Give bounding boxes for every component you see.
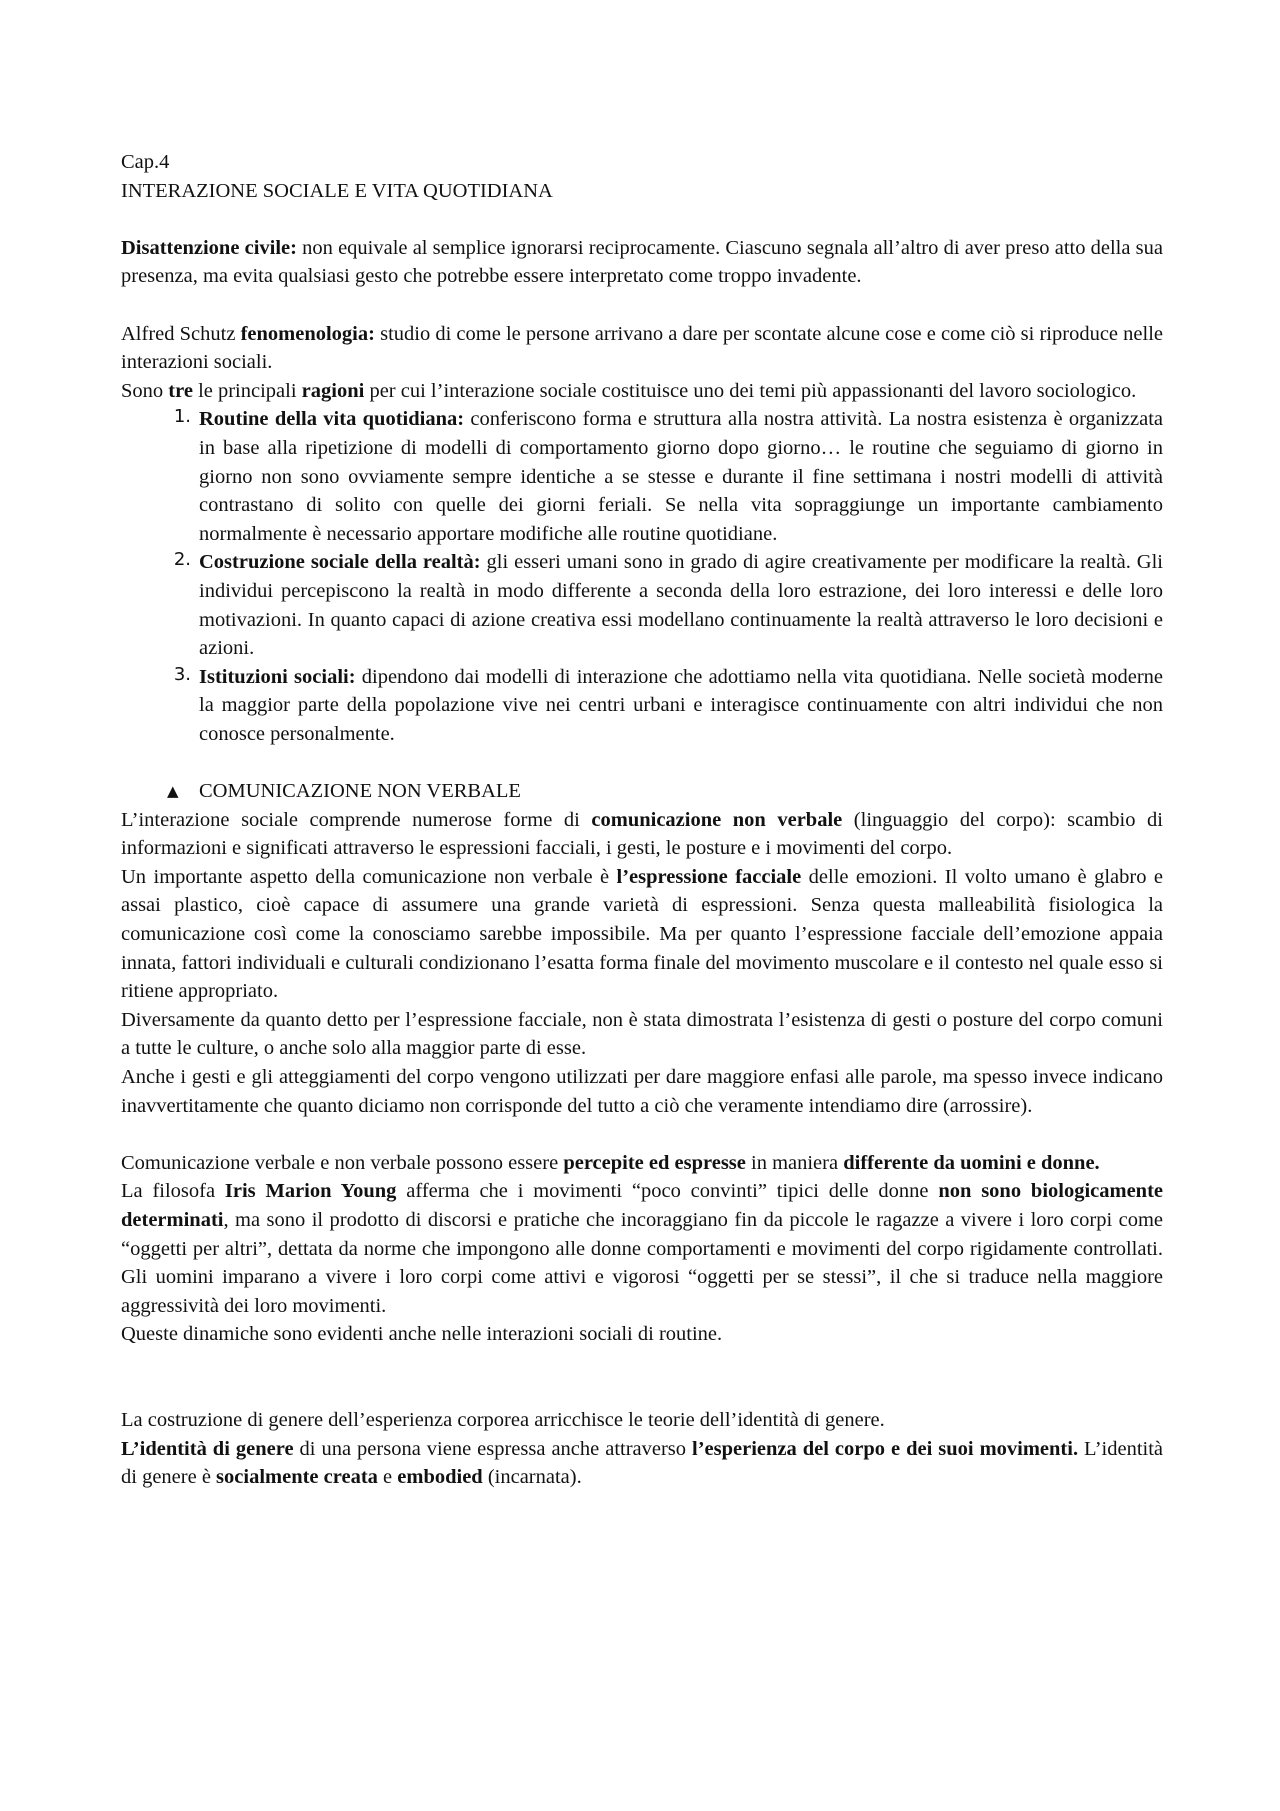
identita-bold-4: embodied [397, 1466, 483, 1489]
identita-bold-1: L’identità di genere [121, 1437, 294, 1460]
chapter-title: INTERAZIONE SOCIALE E VITA QUOTIDIANA [121, 179, 553, 202]
identita-text-1: di una persona viene espressa anche attraverso [293, 1437, 693, 1460]
chapter-label: Cap.4 [121, 151, 170, 173]
list-item [121, 663, 1163, 749]
genere-p1-bold-2: differente da uomini e donne. [843, 1151, 1100, 1174]
cnv-p1-text-2: (linguaggio del corpo): scambio di informazioni e significati attraverso le espressioni facciali, i gesti, le posture e i movimenti del corpo. [121, 808, 1163, 860]
paragraph-cnv-2 [121, 863, 1163, 1006]
genere-p2-bold-1: Iris Marion Young [224, 1180, 397, 1203]
list-number: 1. [173, 406, 191, 428]
paragraph-disattenzione [121, 234, 1163, 291]
identita-text-3: e [377, 1466, 398, 1489]
paragraph-identita-1: La costruzione di genere dell’esperienza corporea arricchisce le teorie dell’identità di genere. [121, 1408, 885, 1431]
paragraph-cnv-3: Diversamente da quanto detto per l’espressione facciale, non è stata dimostrata l’esistenza di gesti o posture del corpo comuni a tutte le culture, o anche solo alla maggior parte di esse. [121, 1008, 1163, 1060]
genere-p1-bold-1: percepite ed espresse [563, 1151, 746, 1174]
section-heading-text: COMUNICAZIONE NON VERBALE [199, 780, 521, 803]
list-number: 2. [173, 549, 191, 571]
genere-p2-text-2: afferma che i movimenti “poco convinti” tipici delle donne [396, 1180, 939, 1203]
term-disattenzione: Disattenzione civile: [121, 236, 297, 259]
cnv-p2-text-2: delle emozioni. Il volto umano è glabro e assai plastico, cioè capace di assumere una grande varietà di espressioni. Senza questa malleabilità fisiologica la comunicazione così come la conosciamo sarebbe impossibile. Ma per quanto l’espressione facciale dell’emozione appaia innata, fattori individuali e culturali condizionano l’esatta forma finale del movimento muscolare e il contesto nel quale esso si ritiene appropriato. [121, 865, 1164, 1003]
author-schutz: Alfred Schutz [121, 322, 241, 345]
list-item-term: Istituzioni sociali: [199, 665, 356, 688]
genere-p1-text-2: in maniera [745, 1151, 844, 1174]
term-fenomenologia: fenomenologia: [240, 322, 375, 345]
list-item-text: conferiscono forma e struttura alla nostra attività. La nostra esistenza è organizzata in base alla ripetizione di modelli di comportamento giorno dopo giorno… le routine che seguiamo di giorno in giorno non sono ovviamente sempre identiche a se stesse e durante il fine settimana i nostri modelli di attività contrastano di solito con quelle dei giorni feriali. Se nella vita sopraggiunge un importante cambiamento normalmente è necessario apportare modifiche alle routine quotidiane. [199, 408, 1163, 545]
paragraph-genere-2 [121, 1177, 1163, 1320]
paragraph-schutz [121, 320, 1163, 377]
genere-p2-text-1: La filosofa [121, 1180, 225, 1203]
cnv-p1-text-1: L’interazione sociale comprende numerose forme di [121, 808, 592, 831]
list-item-term: Routine della vita quotidiana: [199, 408, 465, 431]
cnv-p2-text-1: Un importante aspetto della comunicazione non verbale è [121, 865, 617, 888]
cnv-p1-bold: comunicazione non verbale [591, 808, 843, 831]
paragraph-cnv-4: Anche i gesti e gli atteggiamenti del corpo vengono utilizzati per dare maggiore enfasi alle parole, ma spesso invece indicano inavvertitamente che quanto diciamo non corrisponde del tutto a ciò che veramente intendiamo dire (arrossire). [121, 1066, 1163, 1117]
identita-text-4: (incarnata). [482, 1466, 582, 1489]
ragioni-text-1: Sono [121, 379, 169, 402]
paragraph-cnv-1 [121, 806, 1163, 863]
ragioni-text-3: per cui l’interazione sociale costituisce uno dei temi più appassionanti del lavoro sociologico. [364, 379, 1137, 402]
ragioni-text-2: le principali [192, 379, 302, 402]
paragraph-identita-2 [121, 1435, 1163, 1492]
genere-p2-text-3: , ma sono il prodotto di discorsi e pratiche che incoraggiano fin da piccole le ragazze a vivere i loro corpi come “oggetti per altri”, dettata da norme che impongono alle donne comportamenti e movimenti del corpo rigidamente controllati. Gli uomini imparano a vivere i loro corpi come attivi e vigorosi “oggetti per se stessi”, il che si traduce nella maggiore aggressività dei loro movimenti. [121, 1208, 1163, 1317]
ragioni-bold-tre: tre [168, 379, 193, 402]
genere-p2-bold-2: non sono biologicamente determinati [121, 1180, 1164, 1231]
text-disattenzione: non equivale al semplice ignorarsi reciprocamente. Ciascuno segnala all’altro di aver preso atto della sua presenza, ma evita qualsiasi gesto che potrebbe essere interpretato come troppo invadente. [121, 236, 1163, 288]
paragraph-ragioni [121, 377, 1163, 406]
list-item-text: gli esseri umani sono in grado di agire creativamente per modificare la realtà. Gli individui percepiscono la realtà in modo differente a seconda della loro estrazione, dei loro interessi e delle loro motivazioni. In quanto capaci di azione creativa essi modellano continuamente la realtà attraverso le loro decisioni e azioni. [199, 551, 1163, 660]
paragraph-genere-3: Queste dinamiche sono evidenti anche nelle interazioni sociali di routine. [121, 1323, 723, 1346]
list-item-term: Costruzione sociale della realtà: [199, 551, 481, 574]
section-heading-cnv [121, 777, 1163, 806]
list-item [121, 548, 1163, 662]
text-fenomenologia: studio di come le persone arrivano a dare per scontate alcune cose e come ciò si riproduce nelle interazioni sociali. [121, 322, 1163, 374]
list-item-text: dipendono dai modelli di interazione che adottiamo nella vita quotidiana. Nelle società moderne la maggior parte della popolazione vive nei centri urbani e interagisce continuamente con altri individui che non conosce personalmente. [199, 665, 1164, 745]
identita-bold-3: socialmente creata [216, 1466, 378, 1489]
ragioni-bold-ragioni: ragioni [301, 379, 365, 402]
reasons-list [121, 405, 1163, 748]
identita-bold-2: l’esperienza del corpo e dei suoi movimenti. [692, 1437, 1079, 1460]
list-number: 3. [173, 663, 191, 685]
paragraph-genere-1 [121, 1149, 1163, 1178]
list-item [121, 405, 1163, 548]
document-page [121, 148, 1163, 1492]
triangle-bullet-icon: ▲ [167, 782, 179, 801]
genere-p1-text-1: Comunicazione verbale e non verbale possono essere [121, 1151, 564, 1174]
identita-text-2: L’identità di genere è [121, 1437, 1164, 1489]
cnv-p2-bold: l’espressione facciale [616, 865, 802, 888]
